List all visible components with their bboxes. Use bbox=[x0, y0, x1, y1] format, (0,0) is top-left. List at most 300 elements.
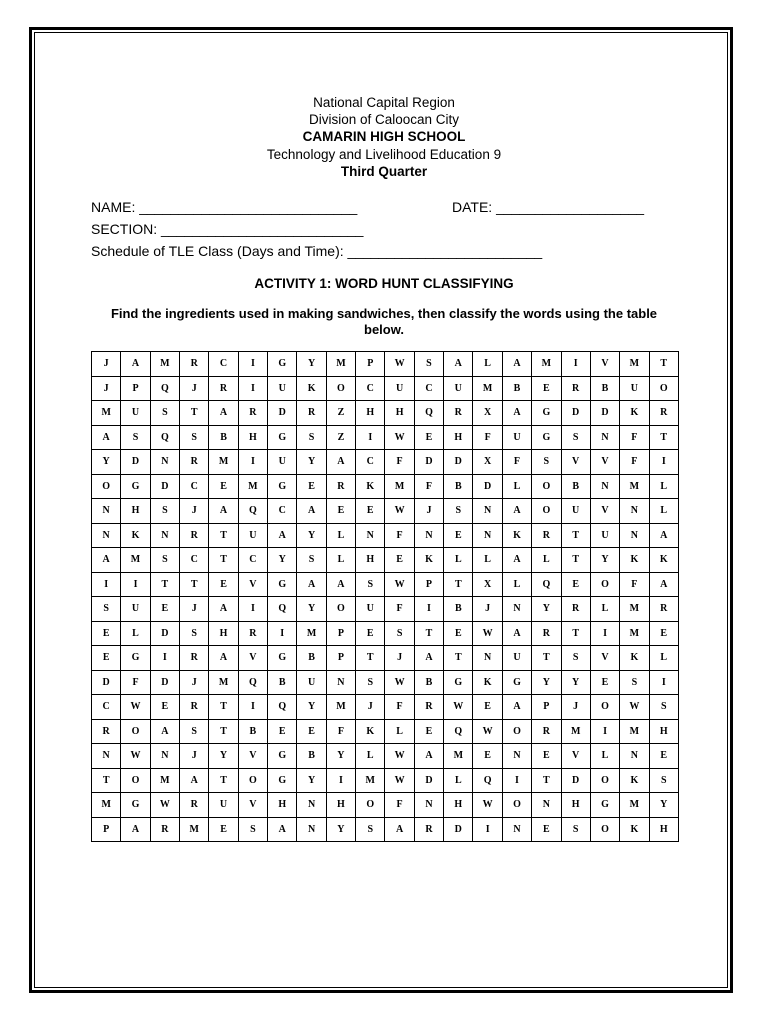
grid-cell[interactable]: J bbox=[356, 695, 385, 720]
grid-cell[interactable]: R bbox=[649, 597, 678, 622]
grid-cell[interactable]: D bbox=[444, 450, 473, 475]
grid-cell[interactable]: M bbox=[385, 474, 414, 499]
grid-cell[interactable]: R bbox=[92, 719, 121, 744]
grid-cell[interactable]: M bbox=[444, 744, 473, 769]
grid-cell[interactable]: M bbox=[473, 376, 502, 401]
grid-cell[interactable]: O bbox=[590, 817, 619, 842]
grid-cell[interactable]: R bbox=[180, 646, 209, 671]
grid-cell[interactable]: N bbox=[150, 523, 179, 548]
grid-cell[interactable]: N bbox=[92, 523, 121, 548]
grid-cell[interactable]: A bbox=[414, 744, 443, 769]
grid-cell[interactable]: M bbox=[356, 768, 385, 793]
grid-cell[interactable]: W bbox=[121, 695, 150, 720]
grid-cell[interactable]: X bbox=[473, 401, 502, 426]
grid-cell[interactable]: R bbox=[209, 376, 238, 401]
grid-cell[interactable]: L bbox=[649, 474, 678, 499]
grid-cell[interactable]: D bbox=[414, 768, 443, 793]
grid-cell[interactable]: O bbox=[326, 597, 355, 622]
grid-cell[interactable]: N bbox=[414, 523, 443, 548]
grid-cell[interactable]: Q bbox=[150, 376, 179, 401]
grid-cell[interactable]: I bbox=[561, 352, 590, 377]
grid-cell[interactable]: F bbox=[620, 450, 649, 475]
grid-cell[interactable]: E bbox=[473, 695, 502, 720]
grid-cell[interactable]: D bbox=[150, 670, 179, 695]
grid-cell[interactable]: G bbox=[590, 793, 619, 818]
grid-cell[interactable]: F bbox=[385, 695, 414, 720]
grid-cell[interactable]: I bbox=[150, 646, 179, 671]
schedule-field[interactable]: Schedule of TLE Class (Days and Time): _________________________ bbox=[91, 243, 543, 259]
grid-cell[interactable]: S bbox=[356, 670, 385, 695]
grid-cell[interactable]: H bbox=[268, 793, 297, 818]
grid-cell[interactable]: G bbox=[121, 646, 150, 671]
grid-cell[interactable]: H bbox=[209, 621, 238, 646]
grid-cell[interactable]: U bbox=[209, 793, 238, 818]
grid-cell[interactable]: W bbox=[385, 744, 414, 769]
grid-cell[interactable]: K bbox=[649, 548, 678, 573]
grid-cell[interactable]: D bbox=[150, 621, 179, 646]
grid-cell[interactable]: L bbox=[385, 719, 414, 744]
grid-cell[interactable]: F bbox=[385, 793, 414, 818]
grid-cell[interactable]: B bbox=[268, 670, 297, 695]
grid-cell[interactable]: G bbox=[268, 646, 297, 671]
grid-cell[interactable]: E bbox=[532, 744, 561, 769]
grid-cell[interactable]: U bbox=[444, 376, 473, 401]
grid-cell[interactable]: R bbox=[561, 376, 590, 401]
grid-cell[interactable]: T bbox=[649, 425, 678, 450]
grid-cell[interactable]: C bbox=[180, 474, 209, 499]
grid-cell[interactable]: E bbox=[444, 523, 473, 548]
grid-cell[interactable]: T bbox=[561, 621, 590, 646]
grid-cell[interactable]: S bbox=[620, 670, 649, 695]
grid-cell[interactable]: U bbox=[385, 376, 414, 401]
grid-cell[interactable]: F bbox=[414, 474, 443, 499]
grid-cell[interactable]: M bbox=[620, 719, 649, 744]
grid-cell[interactable]: H bbox=[649, 817, 678, 842]
grid-cell[interactable]: K bbox=[121, 523, 150, 548]
grid-cell[interactable]: M bbox=[150, 352, 179, 377]
grid-cell[interactable]: I bbox=[414, 597, 443, 622]
grid-cell[interactable]: L bbox=[121, 621, 150, 646]
grid-cell[interactable]: S bbox=[649, 768, 678, 793]
grid-cell[interactable]: O bbox=[502, 719, 531, 744]
grid-cell[interactable]: G bbox=[268, 425, 297, 450]
grid-cell[interactable]: U bbox=[268, 450, 297, 475]
grid-cell[interactable]: L bbox=[590, 597, 619, 622]
grid-cell[interactable]: F bbox=[385, 450, 414, 475]
grid-cell[interactable]: Y bbox=[297, 695, 326, 720]
grid-cell[interactable]: A bbox=[121, 817, 150, 842]
grid-cell[interactable]: F bbox=[620, 572, 649, 597]
grid-cell[interactable]: L bbox=[444, 768, 473, 793]
grid-cell[interactable]: J bbox=[561, 695, 590, 720]
grid-cell[interactable]: O bbox=[532, 474, 561, 499]
grid-cell[interactable]: U bbox=[502, 646, 531, 671]
grid-cell[interactable]: G bbox=[532, 401, 561, 426]
grid-cell[interactable]: A bbox=[385, 817, 414, 842]
grid-cell[interactable]: V bbox=[238, 646, 267, 671]
grid-cell[interactable]: L bbox=[473, 548, 502, 573]
grid-cell[interactable]: D bbox=[268, 401, 297, 426]
grid-cell[interactable]: W bbox=[385, 425, 414, 450]
grid-cell[interactable]: X bbox=[473, 450, 502, 475]
grid-cell[interactable]: E bbox=[326, 499, 355, 524]
grid-cell[interactable]: A bbox=[209, 597, 238, 622]
grid-cell[interactable]: I bbox=[649, 670, 678, 695]
grid-cell[interactable]: E bbox=[649, 744, 678, 769]
grid-cell[interactable]: R bbox=[532, 523, 561, 548]
grid-cell[interactable]: W bbox=[444, 695, 473, 720]
grid-cell[interactable]: M bbox=[209, 670, 238, 695]
grid-cell[interactable]: P bbox=[532, 695, 561, 720]
grid-cell[interactable]: A bbox=[180, 768, 209, 793]
grid-cell[interactable]: R bbox=[532, 719, 561, 744]
grid-cell[interactable]: H bbox=[238, 425, 267, 450]
grid-cell[interactable]: W bbox=[150, 793, 179, 818]
grid-cell[interactable]: T bbox=[180, 572, 209, 597]
grid-cell[interactable]: K bbox=[356, 719, 385, 744]
grid-cell[interactable]: N bbox=[297, 793, 326, 818]
grid-cell[interactable]: S bbox=[180, 621, 209, 646]
grid-cell[interactable]: E bbox=[209, 817, 238, 842]
grid-cell[interactable]: R bbox=[561, 597, 590, 622]
grid-cell[interactable]: N bbox=[473, 499, 502, 524]
grid-cell[interactable]: B bbox=[502, 376, 531, 401]
grid-cell[interactable]: E bbox=[414, 425, 443, 450]
grid-cell[interactable]: S bbox=[356, 817, 385, 842]
grid-cell[interactable]: Y bbox=[326, 817, 355, 842]
grid-cell[interactable]: S bbox=[92, 597, 121, 622]
grid-cell[interactable]: D bbox=[590, 401, 619, 426]
grid-cell[interactable]: G bbox=[268, 572, 297, 597]
grid-cell[interactable]: C bbox=[180, 548, 209, 573]
grid-cell[interactable]: R bbox=[180, 695, 209, 720]
grid-cell[interactable]: A bbox=[326, 572, 355, 597]
grid-cell[interactable]: N bbox=[590, 425, 619, 450]
grid-cell[interactable]: E bbox=[92, 646, 121, 671]
grid-cell[interactable]: T bbox=[649, 352, 678, 377]
date-field[interactable]: DATE: ___________________ bbox=[452, 199, 645, 215]
grid-cell[interactable]: Q bbox=[532, 572, 561, 597]
grid-cell[interactable]: K bbox=[620, 646, 649, 671]
grid-cell[interactable]: S bbox=[121, 425, 150, 450]
grid-cell[interactable]: U bbox=[356, 597, 385, 622]
grid-cell[interactable]: A bbox=[502, 401, 531, 426]
grid-cell[interactable]: G bbox=[532, 425, 561, 450]
grid-cell[interactable]: S bbox=[180, 719, 209, 744]
grid-cell[interactable]: M bbox=[326, 695, 355, 720]
grid-cell[interactable]: E bbox=[532, 817, 561, 842]
grid-cell[interactable]: Y bbox=[92, 450, 121, 475]
grid-cell[interactable]: T bbox=[414, 621, 443, 646]
grid-cell[interactable]: C bbox=[209, 352, 238, 377]
grid-cell[interactable]: W bbox=[385, 352, 414, 377]
grid-cell[interactable]: G bbox=[502, 670, 531, 695]
grid-cell[interactable]: Y bbox=[590, 548, 619, 573]
grid-cell[interactable]: H bbox=[356, 401, 385, 426]
grid-cell[interactable]: Q bbox=[268, 597, 297, 622]
grid-cell[interactable]: N bbox=[532, 793, 561, 818]
grid-cell[interactable]: Y bbox=[532, 597, 561, 622]
grid-cell[interactable]: V bbox=[238, 744, 267, 769]
grid-cell[interactable]: I bbox=[92, 572, 121, 597]
grid-cell[interactable]: L bbox=[473, 352, 502, 377]
grid-cell[interactable]: N bbox=[326, 670, 355, 695]
grid-cell[interactable]: O bbox=[590, 572, 619, 597]
grid-cell[interactable]: O bbox=[649, 376, 678, 401]
grid-cell[interactable]: N bbox=[620, 744, 649, 769]
grid-cell[interactable]: A bbox=[649, 572, 678, 597]
grid-cell[interactable]: V bbox=[561, 450, 590, 475]
grid-cell[interactable]: C bbox=[238, 548, 267, 573]
grid-cell[interactable]: U bbox=[620, 376, 649, 401]
grid-cell[interactable]: T bbox=[444, 646, 473, 671]
grid-cell[interactable]: L bbox=[649, 499, 678, 524]
grid-cell[interactable]: N bbox=[590, 474, 619, 499]
grid-cell[interactable]: E bbox=[297, 719, 326, 744]
section-field[interactable]: SECTION: __________________________ bbox=[91, 221, 364, 237]
grid-cell[interactable]: K bbox=[414, 548, 443, 573]
grid-cell[interactable]: H bbox=[356, 548, 385, 573]
grid-cell[interactable]: K bbox=[620, 401, 649, 426]
grid-cell[interactable]: Y bbox=[268, 548, 297, 573]
grid-cell[interactable]: A bbox=[209, 499, 238, 524]
grid-cell[interactable]: R bbox=[297, 401, 326, 426]
grid-cell[interactable]: A bbox=[297, 572, 326, 597]
grid-cell[interactable]: O bbox=[356, 793, 385, 818]
grid-cell[interactable]: F bbox=[326, 719, 355, 744]
grid-cell[interactable]: C bbox=[414, 376, 443, 401]
grid-cell[interactable]: P bbox=[121, 376, 150, 401]
grid-cell[interactable]: S bbox=[561, 817, 590, 842]
grid-cell[interactable]: H bbox=[121, 499, 150, 524]
grid-cell[interactable]: D bbox=[473, 474, 502, 499]
grid-cell[interactable]: R bbox=[238, 621, 267, 646]
grid-cell[interactable]: N bbox=[297, 817, 326, 842]
grid-cell[interactable]: R bbox=[444, 401, 473, 426]
grid-cell[interactable]: G bbox=[268, 474, 297, 499]
grid-cell[interactable]: A bbox=[649, 523, 678, 548]
grid-cell[interactable]: F bbox=[620, 425, 649, 450]
grid-cell[interactable]: F bbox=[385, 523, 414, 548]
grid-cell[interactable]: C bbox=[356, 450, 385, 475]
grid-cell[interactable]: R bbox=[414, 695, 443, 720]
grid-cell[interactable]: R bbox=[180, 352, 209, 377]
grid-cell[interactable]: I bbox=[238, 352, 267, 377]
grid-cell[interactable]: A bbox=[414, 646, 443, 671]
grid-cell[interactable]: E bbox=[356, 499, 385, 524]
grid-cell[interactable]: S bbox=[444, 499, 473, 524]
grid-cell[interactable]: A bbox=[502, 621, 531, 646]
grid-cell[interactable]: P bbox=[92, 817, 121, 842]
grid-cell[interactable]: C bbox=[92, 695, 121, 720]
grid-cell[interactable]: A bbox=[326, 450, 355, 475]
grid-cell[interactable]: G bbox=[121, 474, 150, 499]
grid-cell[interactable]: K bbox=[620, 548, 649, 573]
grid-cell[interactable]: Y bbox=[297, 352, 326, 377]
grid-cell[interactable]: E bbox=[561, 572, 590, 597]
grid-cell[interactable]: A bbox=[209, 646, 238, 671]
grid-cell[interactable]: M bbox=[209, 450, 238, 475]
grid-cell[interactable]: U bbox=[238, 523, 267, 548]
grid-cell[interactable]: U bbox=[121, 401, 150, 426]
grid-cell[interactable]: N bbox=[502, 597, 531, 622]
grid-cell[interactable]: B bbox=[414, 670, 443, 695]
grid-cell[interactable]: K bbox=[356, 474, 385, 499]
grid-cell[interactable]: N bbox=[502, 817, 531, 842]
grid-cell[interactable]: Y bbox=[326, 744, 355, 769]
grid-cell[interactable]: G bbox=[268, 768, 297, 793]
grid-cell[interactable]: O bbox=[121, 768, 150, 793]
grid-cell[interactable]: I bbox=[473, 817, 502, 842]
grid-cell[interactable]: V bbox=[561, 744, 590, 769]
grid-cell[interactable]: G bbox=[268, 744, 297, 769]
grid-cell[interactable]: T bbox=[92, 768, 121, 793]
grid-cell[interactable]: B bbox=[297, 744, 326, 769]
grid-cell[interactable]: U bbox=[502, 425, 531, 450]
grid-cell[interactable]: Y bbox=[297, 768, 326, 793]
grid-cell[interactable]: H bbox=[649, 719, 678, 744]
grid-cell[interactable]: B bbox=[444, 597, 473, 622]
grid-cell[interactable]: V bbox=[238, 572, 267, 597]
grid-cell[interactable]: T bbox=[532, 768, 561, 793]
grid-cell[interactable]: R bbox=[532, 621, 561, 646]
grid-cell[interactable]: T bbox=[209, 695, 238, 720]
grid-cell[interactable]: D bbox=[150, 474, 179, 499]
grid-cell[interactable]: S bbox=[356, 572, 385, 597]
grid-cell[interactable]: B bbox=[444, 474, 473, 499]
grid-cell[interactable]: Q bbox=[150, 425, 179, 450]
grid-cell[interactable]: N bbox=[620, 523, 649, 548]
grid-cell[interactable]: Q bbox=[268, 695, 297, 720]
grid-cell[interactable]: D bbox=[444, 817, 473, 842]
grid-cell[interactable]: Q bbox=[238, 670, 267, 695]
grid-cell[interactable]: T bbox=[209, 548, 238, 573]
grid-cell[interactable]: O bbox=[590, 695, 619, 720]
grid-cell[interactable]: M bbox=[532, 352, 561, 377]
grid-cell[interactable]: M bbox=[620, 793, 649, 818]
grid-cell[interactable]: N bbox=[150, 744, 179, 769]
grid-cell[interactable]: E bbox=[209, 572, 238, 597]
grid-cell[interactable]: U bbox=[590, 523, 619, 548]
grid-cell[interactable]: F bbox=[385, 597, 414, 622]
grid-cell[interactable]: J bbox=[180, 670, 209, 695]
grid-cell[interactable]: E bbox=[444, 621, 473, 646]
grid-cell[interactable]: Y bbox=[297, 597, 326, 622]
name-field[interactable]: NAME: ____________________________ bbox=[91, 199, 358, 215]
grid-cell[interactable]: W bbox=[473, 621, 502, 646]
grid-cell[interactable]: D bbox=[121, 450, 150, 475]
grid-cell[interactable]: I bbox=[121, 572, 150, 597]
grid-cell[interactable]: T bbox=[561, 523, 590, 548]
grid-cell[interactable]: N bbox=[502, 744, 531, 769]
grid-cell[interactable]: L bbox=[532, 548, 561, 573]
grid-cell[interactable]: S bbox=[297, 548, 326, 573]
grid-cell[interactable]: R bbox=[180, 793, 209, 818]
grid-cell[interactable]: Z bbox=[326, 425, 355, 450]
grid-cell[interactable]: Q bbox=[238, 499, 267, 524]
grid-cell[interactable]: P bbox=[414, 572, 443, 597]
grid-cell[interactable]: K bbox=[473, 670, 502, 695]
grid-cell[interactable]: A bbox=[92, 548, 121, 573]
grid-cell[interactable]: T bbox=[444, 572, 473, 597]
grid-cell[interactable]: V bbox=[590, 499, 619, 524]
grid-cell[interactable]: U bbox=[561, 499, 590, 524]
grid-cell[interactable]: S bbox=[649, 695, 678, 720]
grid-cell[interactable]: A bbox=[268, 523, 297, 548]
grid-cell[interactable]: V bbox=[590, 450, 619, 475]
grid-cell[interactable]: L bbox=[502, 474, 531, 499]
grid-cell[interactable]: S bbox=[180, 425, 209, 450]
grid-cell[interactable]: B bbox=[561, 474, 590, 499]
grid-cell[interactable]: I bbox=[326, 768, 355, 793]
grid-cell[interactable]: I bbox=[356, 425, 385, 450]
grid-cell[interactable]: J bbox=[385, 646, 414, 671]
grid-cell[interactable]: U bbox=[121, 597, 150, 622]
grid-cell[interactable]: Q bbox=[444, 719, 473, 744]
grid-cell[interactable]: O bbox=[532, 499, 561, 524]
grid-cell[interactable]: Y bbox=[649, 793, 678, 818]
grid-cell[interactable]: R bbox=[414, 817, 443, 842]
grid-cell[interactable]: P bbox=[326, 621, 355, 646]
grid-cell[interactable]: O bbox=[590, 768, 619, 793]
grid-cell[interactable]: O bbox=[502, 793, 531, 818]
grid-cell[interactable]: S bbox=[150, 548, 179, 573]
grid-cell[interactable]: R bbox=[150, 817, 179, 842]
grid-cell[interactable]: X bbox=[473, 572, 502, 597]
grid-cell[interactable]: A bbox=[502, 548, 531, 573]
grid-cell[interactable]: J bbox=[180, 744, 209, 769]
grid-cell[interactable]: K bbox=[620, 817, 649, 842]
grid-cell[interactable]: Q bbox=[473, 768, 502, 793]
grid-cell[interactable]: Q bbox=[414, 401, 443, 426]
grid-cell[interactable]: E bbox=[385, 548, 414, 573]
grid-cell[interactable]: A bbox=[502, 352, 531, 377]
grid-cell[interactable]: A bbox=[150, 719, 179, 744]
grid-cell[interactable]: I bbox=[268, 621, 297, 646]
grid-cell[interactable]: E bbox=[297, 474, 326, 499]
grid-cell[interactable]: B bbox=[209, 425, 238, 450]
grid-cell[interactable]: N bbox=[92, 499, 121, 524]
grid-cell[interactable]: G bbox=[121, 793, 150, 818]
grid-cell[interactable]: S bbox=[414, 352, 443, 377]
grid-cell[interactable]: G bbox=[444, 670, 473, 695]
grid-cell[interactable]: J bbox=[180, 597, 209, 622]
grid-cell[interactable]: Y bbox=[297, 523, 326, 548]
grid-cell[interactable]: J bbox=[414, 499, 443, 524]
grid-cell[interactable]: P bbox=[356, 352, 385, 377]
grid-cell[interactable]: T bbox=[209, 523, 238, 548]
grid-cell[interactable]: A bbox=[444, 352, 473, 377]
grid-cell[interactable]: K bbox=[502, 523, 531, 548]
grid-cell[interactable]: A bbox=[502, 695, 531, 720]
grid-cell[interactable]: I bbox=[238, 597, 267, 622]
grid-cell[interactable]: N bbox=[473, 523, 502, 548]
grid-cell[interactable]: R bbox=[649, 401, 678, 426]
grid-cell[interactable]: I bbox=[238, 695, 267, 720]
grid-cell[interactable]: T bbox=[180, 401, 209, 426]
grid-cell[interactable]: E bbox=[532, 376, 561, 401]
grid-cell[interactable]: N bbox=[620, 499, 649, 524]
grid-cell[interactable]: N bbox=[414, 793, 443, 818]
grid-cell[interactable]: Y bbox=[532, 670, 561, 695]
grid-cell[interactable]: E bbox=[356, 621, 385, 646]
grid-cell[interactable]: F bbox=[121, 670, 150, 695]
grid-cell[interactable]: F bbox=[502, 450, 531, 475]
grid-cell[interactable]: J bbox=[92, 352, 121, 377]
grid-cell[interactable]: M bbox=[326, 352, 355, 377]
grid-cell[interactable]: T bbox=[209, 719, 238, 744]
grid-cell[interactable]: F bbox=[473, 425, 502, 450]
